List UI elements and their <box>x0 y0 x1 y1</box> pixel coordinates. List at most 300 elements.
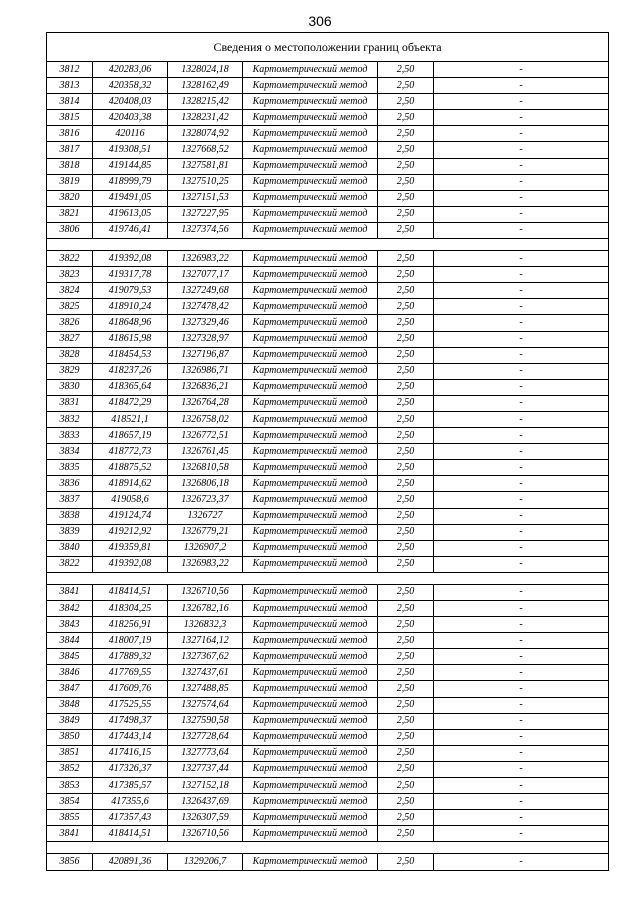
cell-point-number: 3855 <box>47 810 93 826</box>
cell-x-coordinate: 417889,32 <box>93 649 168 665</box>
cell-description: - <box>434 395 609 411</box>
cell-point-number: 3813 <box>47 78 93 94</box>
cell-y-coordinate: 1326782,16 <box>168 601 243 617</box>
table-row <box>47 524 609 540</box>
cell-accuracy: 2,50 <box>378 411 434 427</box>
cell-point-number: 3851 <box>47 745 93 761</box>
cell-x-coordinate: 417609,76 <box>93 681 168 697</box>
cell-accuracy: 2,50 <box>378 810 434 826</box>
cell-method: Картометрический метод <box>243 649 378 665</box>
table-title-row <box>47 33 609 62</box>
cell-accuracy: 2,50 <box>378 142 434 158</box>
table-row <box>47 633 609 649</box>
cell-method: Картометрический метод <box>243 810 378 826</box>
cell-description: - <box>434 854 609 870</box>
table-row <box>47 508 609 524</box>
cell-x-coordinate: 418472,29 <box>93 395 168 411</box>
cell-accuracy: 2,50 <box>378 556 434 572</box>
cell-x-coordinate: 419392,08 <box>93 556 168 572</box>
cell-description: - <box>434 745 609 761</box>
table-row <box>47 826 609 842</box>
cell-method: Картометрический метод <box>243 476 378 492</box>
cell-description: - <box>434 190 609 206</box>
cell-description: - <box>434 601 609 617</box>
cell-accuracy: 2,50 <box>378 331 434 347</box>
cell-x-coordinate: 418615,98 <box>93 331 168 347</box>
cell-accuracy: 2,50 <box>378 110 434 126</box>
cell-point-number: 3812 <box>47 62 93 78</box>
cell-method: Картометрический метод <box>243 460 378 476</box>
cell-description: - <box>434 411 609 427</box>
cell-y-coordinate: 1326772,51 <box>168 428 243 444</box>
table-row <box>47 428 609 444</box>
cell-method: Картометрический метод <box>243 444 378 460</box>
table-row <box>47 476 609 492</box>
cell-method: Картометрический метод <box>243 126 378 142</box>
cell-x-coordinate: 419359,81 <box>93 540 168 556</box>
cell-description: - <box>434 761 609 777</box>
cell-method: Картометрический метод <box>243 222 378 238</box>
cell-description: - <box>434 681 609 697</box>
cell-y-coordinate: 1327151,53 <box>168 190 243 206</box>
cell-x-coordinate: 418648,96 <box>93 315 168 331</box>
cell-method: Картометрический метод <box>243 331 378 347</box>
cell-accuracy: 2,50 <box>378 460 434 476</box>
cell-method: Картометрический метод <box>243 524 378 540</box>
table-row <box>47 190 609 206</box>
cell-accuracy: 2,50 <box>378 222 434 238</box>
table-row <box>47 363 609 379</box>
cell-y-coordinate: 1326761,45 <box>168 444 243 460</box>
cell-x-coordinate: 419491,05 <box>93 190 168 206</box>
cell-x-coordinate: 418256,91 <box>93 617 168 633</box>
cell-x-coordinate: 419317,78 <box>93 267 168 283</box>
table-row <box>47 649 609 665</box>
cell-accuracy: 2,50 <box>378 681 434 697</box>
cell-point-number: 3815 <box>47 110 93 126</box>
cell-x-coordinate: 419058,6 <box>93 492 168 508</box>
cell-description: - <box>434 810 609 826</box>
cell-point-number: 3838 <box>47 508 93 524</box>
cell-x-coordinate: 418454,53 <box>93 347 168 363</box>
cell-method: Картометрический метод <box>243 411 378 427</box>
cell-y-coordinate: 1327367,62 <box>168 649 243 665</box>
cell-point-number: 3839 <box>47 524 93 540</box>
cell-accuracy: 2,50 <box>378 524 434 540</box>
boundary-table <box>46 32 609 871</box>
cell-x-coordinate: 417525,55 <box>93 697 168 713</box>
cell-accuracy: 2,50 <box>378 745 434 761</box>
cell-point-number: 3833 <box>47 428 93 444</box>
cell-description: - <box>434 444 609 460</box>
cell-y-coordinate: 1327227,95 <box>168 206 243 222</box>
cell-point-number: 3822 <box>47 251 93 267</box>
cell-y-coordinate: 1326307,59 <box>168 810 243 826</box>
cell-method: Картометрический метод <box>243 379 378 395</box>
cell-accuracy: 2,50 <box>378 206 434 222</box>
table-row <box>47 584 609 600</box>
cell-accuracy: 2,50 <box>378 62 434 78</box>
cell-y-coordinate: 1327328,97 <box>168 331 243 347</box>
cell-y-coordinate: 1327737,44 <box>168 761 243 777</box>
cell-accuracy: 2,50 <box>378 601 434 617</box>
cell-point-number: 3817 <box>47 142 93 158</box>
cell-method: Картометрический метод <box>243 315 378 331</box>
cell-accuracy: 2,50 <box>378 190 434 206</box>
cell-point-number: 3837 <box>47 492 93 508</box>
cell-x-coordinate: 418657,19 <box>93 428 168 444</box>
table-row <box>47 62 609 78</box>
table-row <box>47 492 609 508</box>
cell-point-number: 3849 <box>47 713 93 729</box>
table-row <box>47 379 609 395</box>
cell-x-coordinate: 418414,51 <box>93 826 168 842</box>
group-separator <box>47 239 609 251</box>
cell-x-coordinate: 417357,43 <box>93 810 168 826</box>
table-row <box>47 331 609 347</box>
cell-y-coordinate: 1328162,49 <box>168 78 243 94</box>
cell-y-coordinate: 1326810,58 <box>168 460 243 476</box>
table-row <box>47 601 609 617</box>
cell-y-coordinate: 1326710,56 <box>168 826 243 842</box>
cell-method: Картометрический метод <box>243 363 378 379</box>
group-separator <box>47 842 609 854</box>
cell-y-coordinate: 1326832,3 <box>168 617 243 633</box>
cell-x-coordinate: 419392,08 <box>93 251 168 267</box>
cell-description: - <box>434 78 609 94</box>
cell-method: Картометрический метод <box>243 78 378 94</box>
cell-x-coordinate: 419308,51 <box>93 142 168 158</box>
table-row <box>47 778 609 794</box>
cell-point-number: 3854 <box>47 794 93 810</box>
cell-y-coordinate: 1327574,64 <box>168 697 243 713</box>
cell-point-number: 3843 <box>47 617 93 633</box>
cell-accuracy: 2,50 <box>378 778 434 794</box>
cell-x-coordinate: 417443,14 <box>93 729 168 745</box>
cell-x-coordinate: 419746,41 <box>93 222 168 238</box>
cell-description: - <box>434 540 609 556</box>
cell-x-coordinate: 419613,05 <box>93 206 168 222</box>
cell-description: - <box>434 94 609 110</box>
cell-point-number: 3832 <box>47 411 93 427</box>
table-row <box>47 347 609 363</box>
cell-description: - <box>434 713 609 729</box>
cell-x-coordinate: 420116 <box>93 126 168 142</box>
cell-description: - <box>434 379 609 395</box>
table-row <box>47 745 609 761</box>
table-row <box>47 411 609 427</box>
cell-accuracy: 2,50 <box>378 540 434 556</box>
cell-accuracy: 2,50 <box>378 665 434 681</box>
cell-accuracy: 2,50 <box>378 299 434 315</box>
cell-point-number: 3841 <box>47 826 93 842</box>
cell-x-coordinate: 417416,15 <box>93 745 168 761</box>
cell-description: - <box>434 508 609 524</box>
cell-x-coordinate: 418875,52 <box>93 460 168 476</box>
table-row <box>47 142 609 158</box>
cell-accuracy: 2,50 <box>378 476 434 492</box>
cell-y-coordinate: 1327077,17 <box>168 267 243 283</box>
cell-accuracy: 2,50 <box>378 94 434 110</box>
cell-method: Картометрический метод <box>243 142 378 158</box>
cell-description: - <box>434 794 609 810</box>
table-row <box>47 222 609 238</box>
cell-method: Картометрический метод <box>243 540 378 556</box>
cell-method: Картометрический метод <box>243 94 378 110</box>
cell-x-coordinate: 419144,85 <box>93 158 168 174</box>
cell-point-number: 3827 <box>47 331 93 347</box>
table-row <box>47 158 609 174</box>
table-row <box>47 251 609 267</box>
cell-x-coordinate: 420358,32 <box>93 78 168 94</box>
table-row <box>47 681 609 697</box>
cell-description: - <box>434 174 609 190</box>
table-row <box>47 854 609 870</box>
cell-y-coordinate: 1328215,42 <box>168 94 243 110</box>
cell-point-number: 3814 <box>47 94 93 110</box>
cell-y-coordinate: 1326779,21 <box>168 524 243 540</box>
cell-point-number: 3821 <box>47 206 93 222</box>
cell-x-coordinate: 418521,1 <box>93 411 168 427</box>
cell-y-coordinate: 1327249,68 <box>168 283 243 299</box>
cell-accuracy: 2,50 <box>378 428 434 444</box>
table-row <box>47 110 609 126</box>
table-row <box>47 460 609 476</box>
cell-point-number: 3824 <box>47 283 93 299</box>
cell-description: - <box>434 492 609 508</box>
cell-x-coordinate: 417326,37 <box>93 761 168 777</box>
cell-method: Картометрический метод <box>243 428 378 444</box>
cell-point-number: 3840 <box>47 540 93 556</box>
cell-point-number: 3806 <box>47 222 93 238</box>
cell-y-coordinate: 1327510,25 <box>168 174 243 190</box>
cell-method: Картометрический метод <box>243 508 378 524</box>
cell-method: Картометрический метод <box>243 729 378 745</box>
cell-point-number: 3853 <box>47 778 93 794</box>
cell-accuracy: 2,50 <box>378 713 434 729</box>
page-number: 306 <box>308 13 332 29</box>
table-row <box>47 315 609 331</box>
cell-point-number: 3816 <box>47 126 93 142</box>
cell-point-number: 3830 <box>47 379 93 395</box>
cell-method: Картометрический метод <box>243 556 378 572</box>
cell-x-coordinate: 417355,6 <box>93 794 168 810</box>
table-row <box>47 126 609 142</box>
cell-y-coordinate: 1327437,61 <box>168 665 243 681</box>
cell-y-coordinate: 1327581,81 <box>168 158 243 174</box>
cell-method: Картометрический метод <box>243 347 378 363</box>
cell-y-coordinate: 1327196,87 <box>168 347 243 363</box>
cell-description: - <box>434 697 609 713</box>
cell-description: - <box>434 315 609 331</box>
cell-x-coordinate: 418914,62 <box>93 476 168 492</box>
cell-y-coordinate: 1328074,92 <box>168 126 243 142</box>
table-row <box>47 444 609 460</box>
cell-point-number: 3850 <box>47 729 93 745</box>
cell-description: - <box>434 460 609 476</box>
cell-y-coordinate: 1326437,69 <box>168 794 243 810</box>
cell-accuracy: 2,50 <box>378 78 434 94</box>
cell-point-number: 3836 <box>47 476 93 492</box>
cell-x-coordinate: 417769,55 <box>93 665 168 681</box>
cell-method: Картометрический метод <box>243 633 378 649</box>
cell-description: - <box>434 62 609 78</box>
cell-x-coordinate: 417385,57 <box>93 778 168 794</box>
table-row <box>47 299 609 315</box>
cell-description: - <box>434 556 609 572</box>
cell-accuracy: 2,50 <box>378 315 434 331</box>
cell-method: Картометрический метод <box>243 62 378 78</box>
cell-point-number: 3842 <box>47 601 93 617</box>
cell-y-coordinate: 1328231,42 <box>168 110 243 126</box>
boundary-table-body <box>47 33 609 871</box>
cell-method: Картометрический метод <box>243 206 378 222</box>
cell-y-coordinate: 1326983,22 <box>168 556 243 572</box>
cell-description: - <box>434 347 609 363</box>
cell-x-coordinate: 418304,25 <box>93 601 168 617</box>
cell-method: Картометрический метод <box>243 190 378 206</box>
table-row <box>47 794 609 810</box>
cell-description: - <box>434 251 609 267</box>
cell-description: - <box>434 222 609 238</box>
cell-point-number: 3820 <box>47 190 93 206</box>
table-row <box>47 697 609 713</box>
cell-method: Картометрический метод <box>243 251 378 267</box>
cell-method: Картометрический метод <box>243 174 378 190</box>
table-row <box>47 810 609 826</box>
cell-method: Картометрический метод <box>243 761 378 777</box>
cell-x-coordinate: 418910,24 <box>93 299 168 315</box>
cell-x-coordinate: 417498,37 <box>93 713 168 729</box>
cell-method: Картометрический метод <box>243 665 378 681</box>
cell-point-number: 3822 <box>47 556 93 572</box>
cell-accuracy: 2,50 <box>378 617 434 633</box>
cell-y-coordinate: 1327773,64 <box>168 745 243 761</box>
cell-accuracy: 2,50 <box>378 158 434 174</box>
cell-accuracy: 2,50 <box>378 395 434 411</box>
cell-y-coordinate: 1326806,18 <box>168 476 243 492</box>
cell-y-coordinate: 1326710,56 <box>168 584 243 600</box>
cell-method: Картометрический метод <box>243 681 378 697</box>
cell-method: Картометрический метод <box>243 601 378 617</box>
cell-method: Картометрический метод <box>243 854 378 870</box>
table-row <box>47 174 609 190</box>
cell-description: - <box>434 649 609 665</box>
boundary-table-container <box>46 32 608 871</box>
cell-method: Картометрический метод <box>243 395 378 411</box>
cell-description: - <box>434 729 609 745</box>
cell-x-coordinate: 418007,19 <box>93 633 168 649</box>
cell-point-number: 3841 <box>47 584 93 600</box>
cell-accuracy: 2,50 <box>378 826 434 842</box>
cell-point-number: 3823 <box>47 267 93 283</box>
cell-accuracy: 2,50 <box>378 729 434 745</box>
table-row <box>47 94 609 110</box>
table-title: Сведения о местоположении границ объекта <box>47 33 609 62</box>
cell-description: - <box>434 299 609 315</box>
cell-y-coordinate: 1326983,22 <box>168 251 243 267</box>
cell-point-number: 3834 <box>47 444 93 460</box>
cell-x-coordinate: 419124,74 <box>93 508 168 524</box>
cell-y-coordinate: 1326758,02 <box>168 411 243 427</box>
cell-point-number: 3835 <box>47 460 93 476</box>
cell-description: - <box>434 476 609 492</box>
cell-accuracy: 2,50 <box>378 854 434 870</box>
cell-method: Картометрический метод <box>243 713 378 729</box>
group-separator <box>47 572 609 584</box>
cell-method: Картометрический метод <box>243 110 378 126</box>
cell-y-coordinate: 1327374,56 <box>168 222 243 238</box>
cell-y-coordinate: 1327478,42 <box>168 299 243 315</box>
cell-x-coordinate: 419212,92 <box>93 524 168 540</box>
cell-method: Картометрический метод <box>243 617 378 633</box>
cell-point-number: 3831 <box>47 395 93 411</box>
table-row <box>47 540 609 556</box>
cell-description: - <box>434 633 609 649</box>
cell-description: - <box>434 665 609 681</box>
cell-y-coordinate: 1326986,71 <box>168 363 243 379</box>
cell-y-coordinate: 1326836,21 <box>168 379 243 395</box>
cell-description: - <box>434 142 609 158</box>
cell-y-coordinate: 1327488,85 <box>168 681 243 697</box>
cell-y-coordinate: 1326727 <box>168 508 243 524</box>
cell-point-number: 3828 <box>47 347 93 363</box>
cell-method: Картометрический метод <box>243 492 378 508</box>
cell-point-number: 3825 <box>47 299 93 315</box>
cell-point-number: 3845 <box>47 649 93 665</box>
cell-description: - <box>434 617 609 633</box>
cell-accuracy: 2,50 <box>378 251 434 267</box>
cell-description: - <box>434 363 609 379</box>
cell-y-coordinate: 1327152,18 <box>168 778 243 794</box>
cell-method: Картометрический метод <box>243 745 378 761</box>
cell-description: - <box>434 267 609 283</box>
cell-accuracy: 2,50 <box>378 283 434 299</box>
table-row <box>47 713 609 729</box>
cell-description: - <box>434 331 609 347</box>
cell-accuracy: 2,50 <box>378 174 434 190</box>
cell-accuracy: 2,50 <box>378 267 434 283</box>
cell-method: Картометрический метод <box>243 697 378 713</box>
cell-y-coordinate: 1327668,52 <box>168 142 243 158</box>
cell-point-number: 3852 <box>47 761 93 777</box>
cell-point-number: 3856 <box>47 854 93 870</box>
cell-accuracy: 2,50 <box>378 492 434 508</box>
cell-method: Картометрический метод <box>243 267 378 283</box>
cell-method: Картометрический метод <box>243 299 378 315</box>
cell-point-number: 3844 <box>47 633 93 649</box>
cell-accuracy: 2,50 <box>378 761 434 777</box>
cell-accuracy: 2,50 <box>378 363 434 379</box>
cell-y-coordinate: 1327164,12 <box>168 633 243 649</box>
group-separator-row <box>47 842 609 854</box>
cell-description: - <box>434 206 609 222</box>
cell-point-number: 3826 <box>47 315 93 331</box>
cell-description: - <box>434 584 609 600</box>
cell-x-coordinate: 420408,03 <box>93 94 168 110</box>
cell-point-number: 3829 <box>47 363 93 379</box>
cell-accuracy: 2,50 <box>378 649 434 665</box>
cell-point-number: 3818 <box>47 158 93 174</box>
cell-x-coordinate: 420891,36 <box>93 854 168 870</box>
cell-point-number: 3846 <box>47 665 93 681</box>
cell-method: Картометрический метод <box>243 794 378 810</box>
cell-accuracy: 2,50 <box>378 633 434 649</box>
table-row <box>47 556 609 572</box>
cell-y-coordinate: 1326907,2 <box>168 540 243 556</box>
cell-y-coordinate: 1329206,7 <box>168 854 243 870</box>
cell-description: - <box>434 524 609 540</box>
